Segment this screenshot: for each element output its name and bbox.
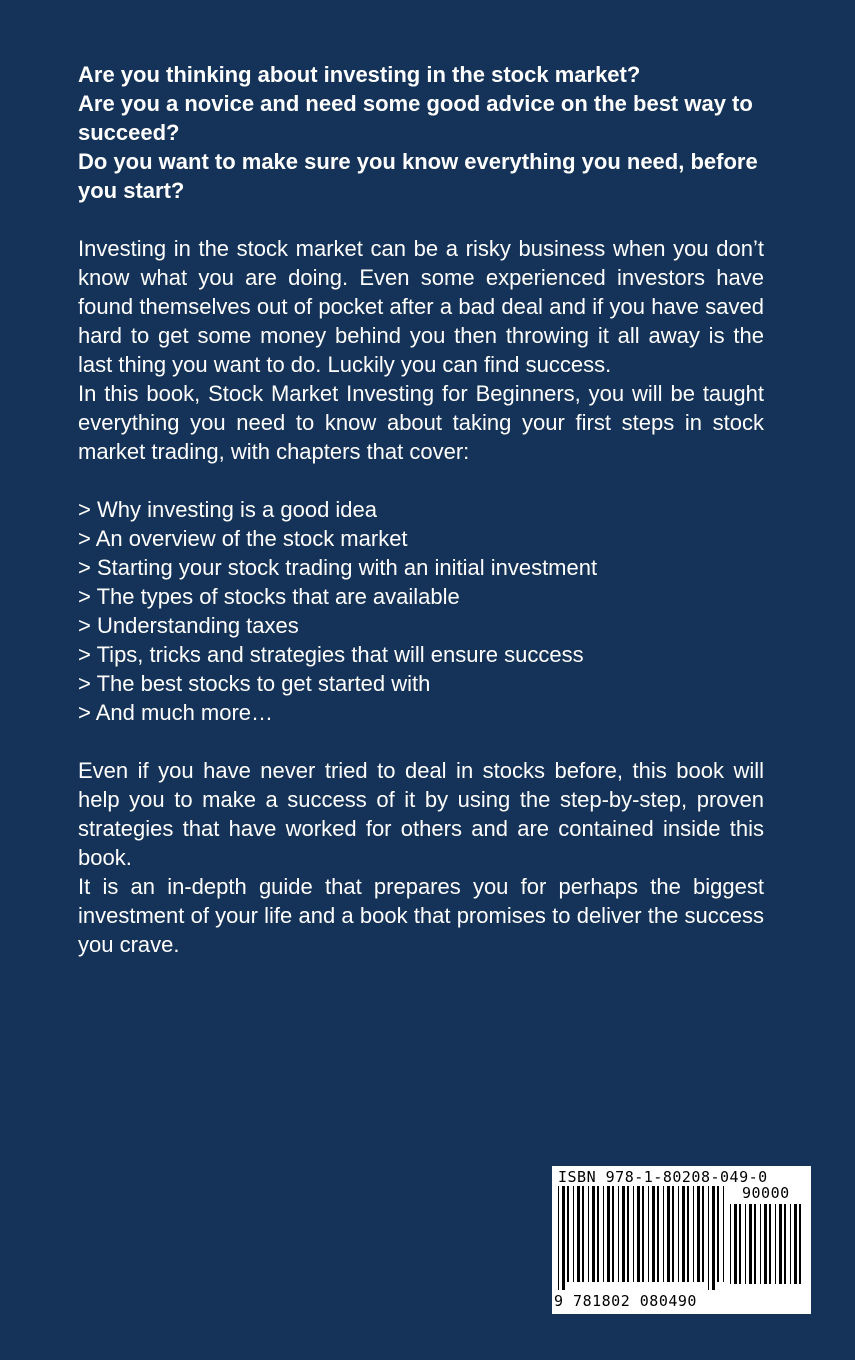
barcode-bar bbox=[693, 1186, 694, 1282]
barcode-bar bbox=[592, 1186, 595, 1282]
barcode-bar bbox=[627, 1186, 629, 1282]
closing-paragraph-1: Even if you have never tried to deal in stocks before, this book will help you to make a success of it by using the step-by-step, proven strategies that have worked for others and are contained inside this book. bbox=[78, 758, 764, 870]
barcode-bar bbox=[642, 1186, 644, 1282]
hook-questions bbox=[78, 60, 764, 205]
barcode-bar bbox=[794, 1204, 797, 1284]
barcode-bar bbox=[775, 1204, 776, 1284]
barcode-bar bbox=[730, 1204, 731, 1284]
barcode-bar bbox=[779, 1204, 782, 1284]
barcode-bar bbox=[790, 1204, 791, 1284]
barcode-bar bbox=[558, 1186, 559, 1290]
question-2: Are you a novice and need some good advice on the best way to succeed? bbox=[78, 91, 753, 145]
barcode-bar bbox=[687, 1186, 689, 1282]
chapter-item: > The types of stocks that are available bbox=[78, 584, 460, 609]
barcode-bar bbox=[717, 1186, 719, 1282]
barcode-bar bbox=[622, 1186, 625, 1282]
barcode-bar bbox=[760, 1204, 761, 1284]
chapter-item: > Why investing is a good idea bbox=[78, 497, 378, 522]
chapter-item: > The best stocks to get started with bbox=[78, 671, 431, 696]
barcode-bar bbox=[633, 1186, 634, 1282]
question-3: Do you want to make sure you know everything you need, before you start? bbox=[78, 149, 758, 203]
ean-digits: 9 781802 080490 bbox=[554, 1292, 697, 1310]
question-1: Are you thinking about investing in the stock market? bbox=[78, 62, 641, 87]
barcode-bar bbox=[582, 1186, 584, 1282]
barcode-bar bbox=[754, 1204, 756, 1284]
barcode-bar bbox=[745, 1204, 746, 1284]
barcode-bar bbox=[567, 1186, 569, 1282]
barcode-bar bbox=[678, 1186, 679, 1282]
ean13-bars bbox=[558, 1186, 726, 1290]
barcode-bar bbox=[708, 1186, 709, 1290]
intro-paragraph-1: Investing in the stock market can be a risky business when you don’t know what you are doing. Even some experienced investors have found themselves out of pocket after a bad deal and if you have saved hard to get some money behind you then throwing it all away is the last thing you want to do. Luckily you can find success. bbox=[78, 236, 764, 377]
barcode-bar bbox=[739, 1204, 741, 1284]
barcode-bar bbox=[712, 1186, 715, 1290]
barcode-bar bbox=[562, 1186, 565, 1290]
intro-paragraph-2: In this book, Stock Market Investing for Beginners, you will be taught everything you need to know about taking your first steps in stock market trading, with chapters that cover: bbox=[78, 381, 764, 464]
barcode-bar bbox=[764, 1204, 767, 1284]
chapter-item: > Understanding taxes bbox=[78, 613, 299, 638]
barcode-bar bbox=[734, 1204, 737, 1284]
spacer bbox=[78, 205, 764, 234]
addon-bars bbox=[730, 1204, 806, 1292]
barcode-bar bbox=[577, 1186, 580, 1282]
back-cover-text bbox=[78, 60, 764, 959]
barcode-bar bbox=[667, 1186, 670, 1282]
barcode-bar bbox=[607, 1186, 610, 1282]
barcode-bar bbox=[663, 1186, 664, 1282]
chapter-item: > An overview of the stock market bbox=[78, 526, 408, 551]
barcode-bar bbox=[652, 1186, 655, 1282]
barcode-bar bbox=[723, 1186, 724, 1282]
barcode-bar bbox=[702, 1186, 704, 1282]
chapter-item: > Tips, tricks and strategies that will ensure success bbox=[78, 642, 584, 667]
barcode-bar bbox=[573, 1186, 574, 1282]
barcode-bar bbox=[799, 1204, 801, 1284]
barcode-bar bbox=[612, 1186, 614, 1282]
chapter-list bbox=[78, 495, 764, 727]
spacer bbox=[78, 727, 764, 756]
isbn-label: ISBN 978-1-80208-049-0 bbox=[558, 1168, 768, 1186]
barcode-bar bbox=[657, 1186, 659, 1282]
barcode-bar bbox=[588, 1186, 589, 1282]
price-code: 90000 bbox=[742, 1184, 790, 1202]
chapter-item: > Starting your stock trading with an initial investment bbox=[78, 555, 598, 580]
barcode-bar bbox=[749, 1204, 752, 1284]
barcode-bar bbox=[603, 1186, 604, 1282]
spacer bbox=[78, 466, 764, 495]
barcode-bar bbox=[618, 1186, 619, 1282]
barcode-bar bbox=[697, 1186, 700, 1282]
barcode-bar bbox=[784, 1204, 786, 1284]
chapter-item: > And much more… bbox=[78, 700, 274, 725]
barcode-bar bbox=[682, 1186, 685, 1282]
closing-paragraph-2: It is an in-depth guide that prepares you for perhaps the biggest investment of your life and a book that promises to deliver the success you crave. bbox=[78, 874, 764, 957]
barcode-bar bbox=[769, 1204, 771, 1284]
barcode-bar bbox=[672, 1186, 674, 1282]
barcode-bar bbox=[648, 1186, 649, 1282]
barcode-bar bbox=[637, 1186, 640, 1282]
isbn-barcode bbox=[552, 1166, 811, 1314]
barcode-bar bbox=[597, 1186, 599, 1282]
